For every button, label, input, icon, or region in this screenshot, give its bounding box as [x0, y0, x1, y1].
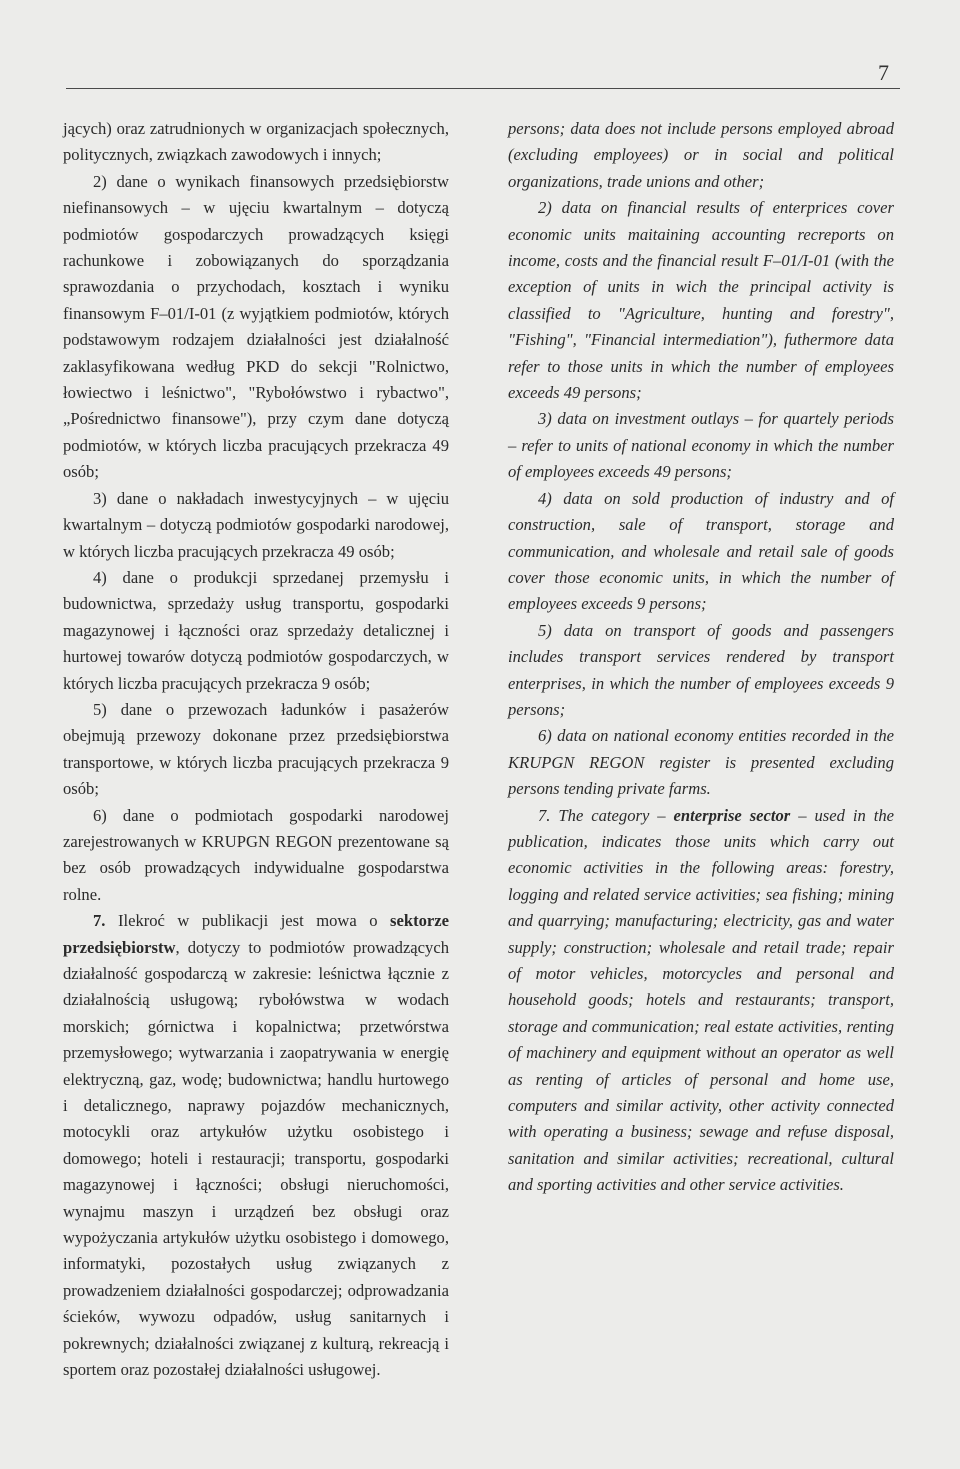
item-number: 7.	[538, 805, 551, 825]
paragraph-item-4: 4) dane o produkcji sprzedanej przemysłu i budownictwa, sprzedaży usług transportu, gospodarki magazynowej i łączności oraz sprzedaży detalicznej i hurtowej towarów dotyczą podmiotów gospodarczych, w których liczba pracujących przekracza 9 osób;	[63, 567, 449, 693]
paragraph-item-5: 5) data on transport of goods and passengers includes transport services rendered by transport enterprises, in which the number of employees exceeds 9 persons;	[508, 620, 894, 719]
item-number: 7.	[93, 911, 106, 931]
header-rule	[66, 88, 900, 89]
paragraph-item-7	[63, 908, 449, 1383]
english-text-column	[508, 116, 894, 1199]
defined-term: enterprise sector	[673, 805, 791, 825]
paragraph-item-6: 6) data on national economy entities recorded in the KRUPGN REGON register is presented excluding persons tending private farms.	[508, 726, 894, 799]
item-7-intro: Ilekroć w publikacji jest mowa o	[117, 911, 378, 931]
item-7-body: , dotyczy to podmiotów prowadzących działalność gospodarczą w zakresie: leśnictwa łącznie z działalnością usługową; rybołówstwa w wodach morskich; górnictwa i kopalnictwa; przetwórstwa przemysłowego; wytwarzania i zaopatrywania w energię elektryczną, gaz, wodę; budownictwa; handlu hurtowego i detalicznego, naprawy pojazdów mechanicznych, motocykli oraz artykułów użytku osobistego i domowego; hoteli i restauracji; transportu, gospodarki magazynowej i łączności; obsługi nieruchomości, wynajmu maszyn i urządzeń bez obsługi oraz wypożyczania artykułów użytku osobistego i domowego, informatyki, pozostałych usług związanych z prowadzeniem działalności gospodarczej; odprowadzania ścieków, wywozu odpadów, usług sanitarnych i pokrewnych; działalności związanej z kulturą, rekreacją i sportem oraz pozostałej działalności usługowej.	[63, 937, 449, 1380]
item-7-intro: The category –	[558, 805, 666, 825]
page-number: 7	[878, 60, 889, 85]
defined-term: sektorze przedsiębiorstw	[63, 911, 449, 957]
paragraph-item-3: 3) data on investment outlays – for quartely periods – refer to units of national economy in which the number of employees exceeds 49 persons;	[508, 409, 894, 482]
paragraph-item-3: 3) dane o nakładach inwestycyjnych – w ujęciu kwartalnym – dotyczą podmiotów gospodarki narodowej, w których liczba pracujących przekracza 49 osób;	[63, 488, 449, 561]
paragraph-continuation: persons; data does not include persons employed abroad (excluding employees) or in social and political organizations, trade unions and other;	[508, 119, 894, 191]
paragraph-item-2: 2) dane o wynikach finansowych przedsiębiorstw niefinansowych – w ujęciu kwartalnym – dotyczą podmiotów gospodarczych prowadzących księgi rachunkowe i zobowiązanych do sporządzania sprawozdania o przychodach, kosztach i wyniku finansowym F–01/I-01 (z wyjątkiem podmiotów, których podstawowym rodzajem działalności jest działalność zaklasyfikowana według PKD do sekcji "Rolnictwo, łowiectwo i leśnictwo", "Rybołówstwo i rybactwo", „Pośrednictwo finansowe"), przy czym dane dotyczą podmiotów, w których liczba pracujących przekracza 49 osób;	[63, 171, 449, 482]
paragraph-continuation: jących) oraz zatrudnionych w organizacjach społecznych, politycznych, związkach zawodowych i innych;	[63, 119, 449, 165]
paragraph-item-5: 5) dane o przewozach ładunków i pasażerów obejmują przewozy dokonane przez przedsiębiorstwa transportowe, w których liczba pracujących przekracza 9 osób;	[63, 699, 449, 799]
paragraph-item-7	[508, 803, 894, 1199]
item-7-body: – used in the publication, indicates those units which carry out economic activities in the following areas: forestry, logging and related service activities; sea fishing; mining and quarrying; manufacturing; electricity, gas and water supply; construction; wholesale and retail trade; repair of motor vehicles, motorcycles and personal and household goods; hotels and restaurants; transport, storage and communication; real estate activities, renting of machinery and equipment without an operator as well as renting of articles of personal and home use, computers and similar activity, other activity connected with operating a business; sewage and refuse disposal, sanitation and similar activities; recreational, cultural and sporting activities and other service activities.	[508, 805, 895, 1195]
paragraph-item-2: 2) data on financial results of enterprices cover economic units maitaining accounting recreports on income, costs and the financial result F–01/I-01 (with the exception of units in wich the principal activity is classified to "Agriculture, hunting and forestry", "Fishing", "Financial intermediation"), futhermore data refer to those units in which the number of employees exceeds 49 persons;	[508, 198, 894, 403]
paragraph-item-6: 6) dane o podmiotach gospodarki narodowej zarejestrowanych w KRUPGN REGON prezentowane są bez osób prowadzących indywidualne gospodarstwa rolne.	[63, 805, 449, 904]
paragraph-item-4: 4) data on sold production of industry and of construction, sale of transport, storage and communication, and wholesale and retail sale of goods cover those economic units, in which the number of employees exceeds 9 persons;	[508, 488, 894, 614]
polish-text-column	[63, 116, 449, 1384]
